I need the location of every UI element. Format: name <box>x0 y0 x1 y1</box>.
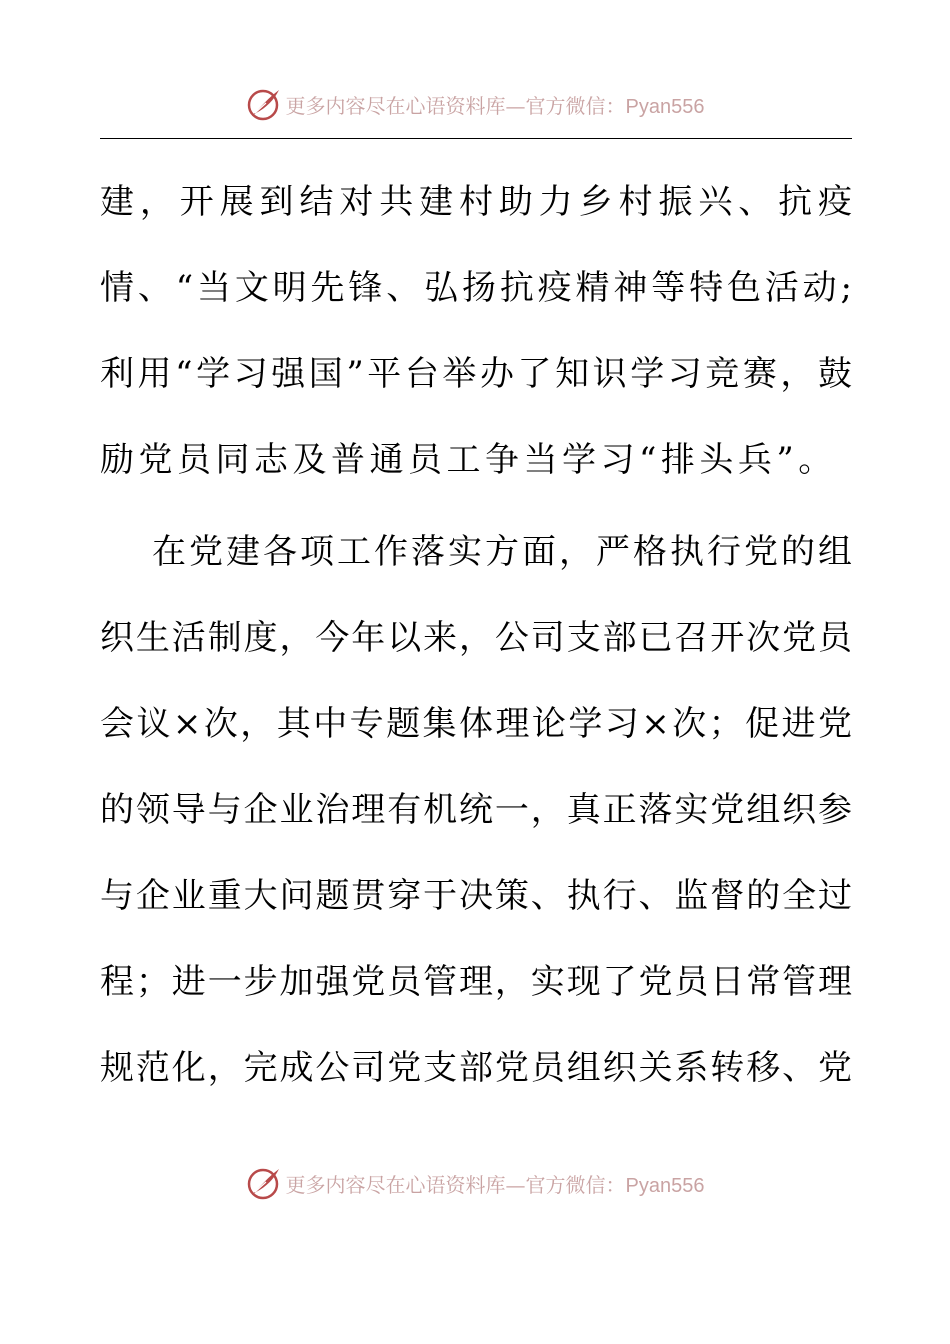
quill-logo-icon <box>246 1165 282 1201</box>
body-line: 建，开展到结对共建村助力乡村振兴、抗疫 <box>100 182 852 222</box>
body-line: 情、“当文明先锋、弘扬抗疫精神等特色活动; <box>100 268 852 308</box>
body-line: 的领导与企业治理有机统一，真正落实党组织参 <box>100 790 852 830</box>
paragraph-first-line: 在党建各项工作落实方面，严格执行党的组 <box>152 532 852 572</box>
footer-banner-text: 更多内容尽在心语资料库—官方微信：Pyan556 <box>285 1172 705 1197</box>
header-banner-text: 更多内容尽在心语资料库—官方微信：Pyan556 <box>285 93 705 118</box>
quill-logo-icon <box>246 86 282 122</box>
body-line: 规范化，完成公司党支部党员组织关系转移、党 <box>100 1048 852 1088</box>
footer-wechat-id: Pyan556 <box>625 1174 705 1197</box>
header-wechat-id: Pyan556 <box>625 95 705 118</box>
header-banner <box>0 84 950 124</box>
header-divider <box>100 138 852 139</box>
body-line: 励党员同志及普通员工争当学习“排头兵”。 <box>100 440 837 480</box>
footer-banner <box>0 1163 950 1203</box>
body-line: 会议×次，其中专题集体理论学习×次；促进党 <box>100 704 852 744</box>
body-line: 与企业重大问题贯穿于决策、执行、监督的全过 <box>100 876 852 916</box>
body-line: 利用“学习强国”平台举办了知识学习竞赛，鼓 <box>100 354 852 394</box>
body-line: 程；进一步加强党员管理，实现了党员日常管理 <box>100 962 852 1002</box>
body-line: 织生活制度，今年以来，公司支部已召开次党员 <box>100 618 852 658</box>
